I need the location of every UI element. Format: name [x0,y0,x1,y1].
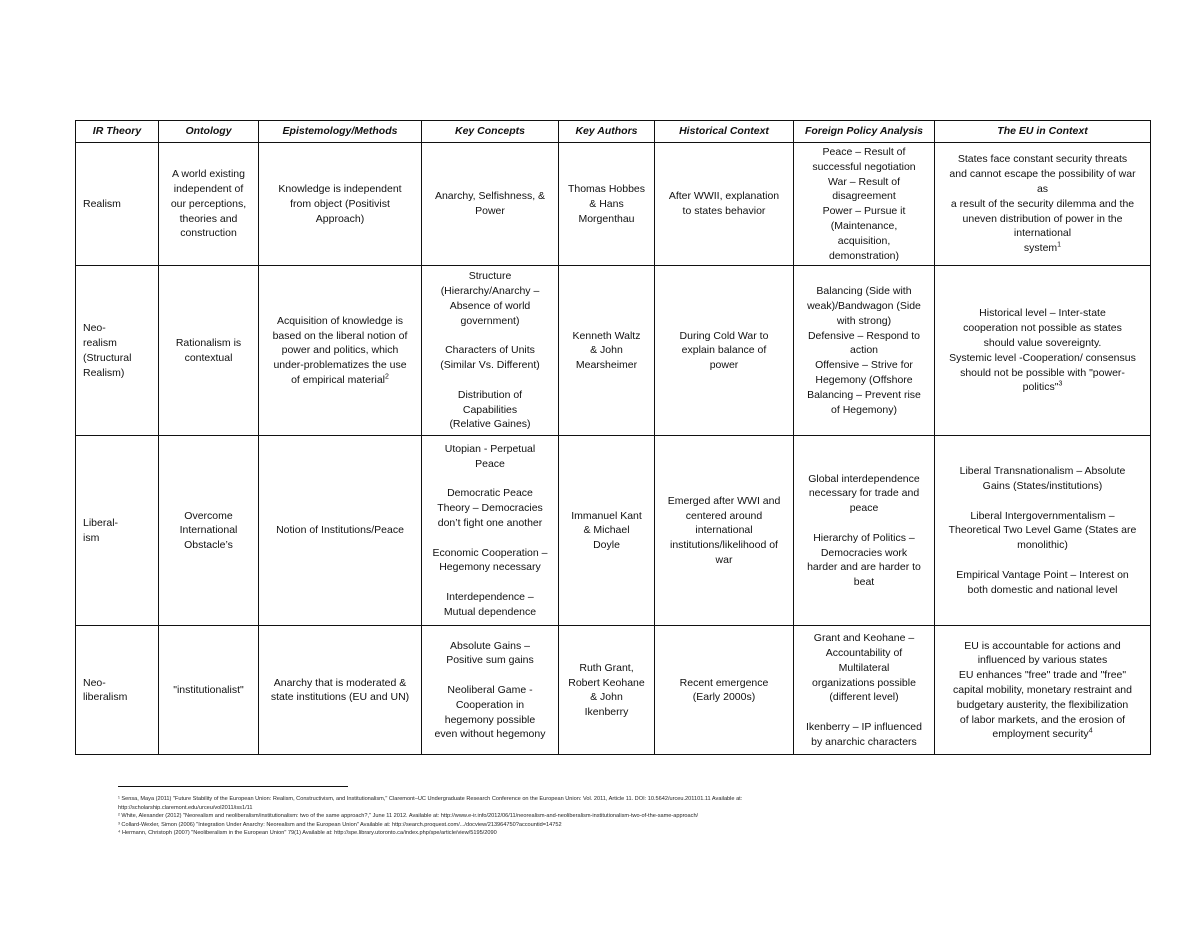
header-historical-context: Historical Context [655,121,794,143]
header-key-concepts: Key Concepts [422,121,559,143]
header-key-authors: Key Authors [559,121,655,143]
ontology-cell: Overcome International Obstacle’s [159,436,259,626]
table-row-realism [76,143,1151,266]
eu-text: Historical level – Inter-state cooperation not possible as states should value sovereignty. Systemic level -Cooperation/ consensus should not be possible with "power- politics" [949,307,1136,394]
concepts-cell: Absolute Gains – Positive sum gains Neoliberal Game - Cooperation in hegemony possible even without hegemony [422,626,559,755]
footnote-ref: 2 [385,373,389,381]
concepts-cell: Anarchy, Selfishness, & Power [422,143,559,266]
footnote-3: ³ Collard-Wexler, Simon (2006) "Integration Under Anarchy: Neorealism and the European Union" Available at: http://search.proquest.com/.../docview/213964750?accountid=14752 [118,821,562,828]
eu-cell [935,143,1151,266]
historical-cell: After WWII, explanation to states behavior [655,143,794,266]
fpa-cell: Peace – Result of successful negotiation War – Result of disagreement Power – Pursue it (Maintenance, acquisition, demonstration) [794,143,935,266]
theory-cell: Neo- realism (Structural Realism) [76,266,159,436]
table-row-liberalism [76,436,1151,626]
theory-cell: Neo- liberalism [76,626,159,755]
theory-cell: Realism [76,143,159,266]
fpa-cell: Balancing (Side with weak)/Bandwagon (Side with strong) Defensive – Respond to action Offensive – Strive for Hegemony (Offshore Balancing – Prevent rise of Hegemony) [794,266,935,436]
header-foreign-policy-analysis: Foreign Policy Analysis [794,121,935,143]
historical-cell: Emerged after WWI and centered around international institutions/likelihood of war [655,436,794,626]
epistemology-cell [259,266,422,436]
epistemology-text: Acquisition of knowledge is based on the liberal notion of power and politics, which under-problematizes the use of empirical material [272,314,408,387]
fpa-cell: Grant and Keohane – Accountability of Multilateral organizations possible (different level) Ikenberry – IP influenced by anarchic characters [794,626,935,755]
concepts-cell: Structure (Hierarchy/Anarchy – Absence of world government) Characters of Units (Similar Vs. Different) Distribution of Capabilities (Relative Gaines) [422,266,559,436]
eu-cell [935,626,1151,755]
eu-cell [935,266,1151,436]
footnote-separator [118,786,348,787]
concepts-cell: Utopian - Perpetual Peace Democratic Peace Theory – Democracies don’t fight one another Economic Cooperation – Hegemony necessary Interdependence – Mutual dependence [422,436,559,626]
header-ontology: Ontology [159,121,259,143]
theory-cell: Liberal- ism [76,436,159,626]
authors-cell: Ruth Grant, Robert Keohane & John Ikenberry [559,626,655,755]
eu-cell: Liberal Transnationalism – Absolute Gains (States/institutions) Liberal Intergovernmentalism – Theoretical Two Level Game (States are monolithic) Empirical Vantage Point – Interest on both domestic and national level [935,436,1151,626]
table-header-row [76,121,1151,143]
fpa-cell: Global interdependence necessary for trade and peace Hierarchy of Politics – Democracies work harder and are harder to beat [794,436,935,626]
header-eu-in-context: The EU in Context [935,121,1151,143]
ontology-cell: "institutionalist" [159,626,259,755]
footnote-2: ² White, Alexander (2012) "Neorealism and neoliberalism/institutionalism: two of the same approach?," June 11 2012. Available at: http://www.e-ir.info/2012/06/11/neorealism-and-neoliberalism-institutionalism-two-of-the-same-approach/ [118,813,699,820]
header-epistemology: Epistemology/Methods [259,121,422,143]
table-row-neorealism [76,266,1151,436]
authors-cell: Immanuel Kant & Michael Doyle [559,436,655,626]
eu-text: States face constant security threats and cannot escape the possibility of war as a result of the security dilemma and the uneven distribution of power in the international system [949,153,1136,255]
table-row-neoliberalism [76,626,1151,755]
ontology-cell: Rationalism is contextual [159,266,259,436]
historical-cell: Recent emergence (Early 2000s) [655,626,794,755]
footnotes [118,795,1118,838]
epistemology-cell: Notion of Institutions/Peace [259,436,422,626]
footnote-ref: 3 [1058,380,1063,388]
epistemology-cell: Knowledge is independent from object (Positivist Approach) [259,143,422,266]
ir-theory-table [75,120,1151,755]
footnote-ref: 1 [1057,241,1062,249]
historical-cell: During Cold War to explain balance of power [655,266,794,436]
authors-cell: Thomas Hobbes & Hans Morgenthau [559,143,655,266]
authors-cell: Kenneth Waltz & John Mearsheimer [559,266,655,436]
ontology-cell: A world existing independent of our perceptions, theories and construction [159,143,259,266]
footnote-4: ⁴ Hermann, Christoph (2007) "Neoliberalism in the European Union" 79(1) Available at: http://spe.library.utoronto.ca/index.php/spe/article/view/5195/2090 [118,830,497,837]
footnote-1: ¹ Sensa, Maya (2011) "Future Stability of the European Union: Realism, Constructivism, and Institutionalism," Claremont–UC Undergraduate Research Conference on the European Union: Vol. 2011, Article 11. DOI: 10.5642/urceu.201101.11 Available at: [118,796,743,802]
eu-text: EU is accountable for actions and influenced by various states EU enhances "free" trade and "free" capital mobility, monetary restraint and budgetary austerity, the flexibilization of labor markets, and the erosion of employment security [953,639,1132,741]
footnote-ref: 4 [1088,727,1093,735]
header-ir-theory: IR Theory [76,121,159,143]
epistemology-cell: Anarchy that is moderated & state institutions (EU and UN) [259,626,422,755]
footnote-1-link[interactable]: http://scholarship.claremont.edu/urceu/vol2011/iss1/11 [118,804,253,811]
